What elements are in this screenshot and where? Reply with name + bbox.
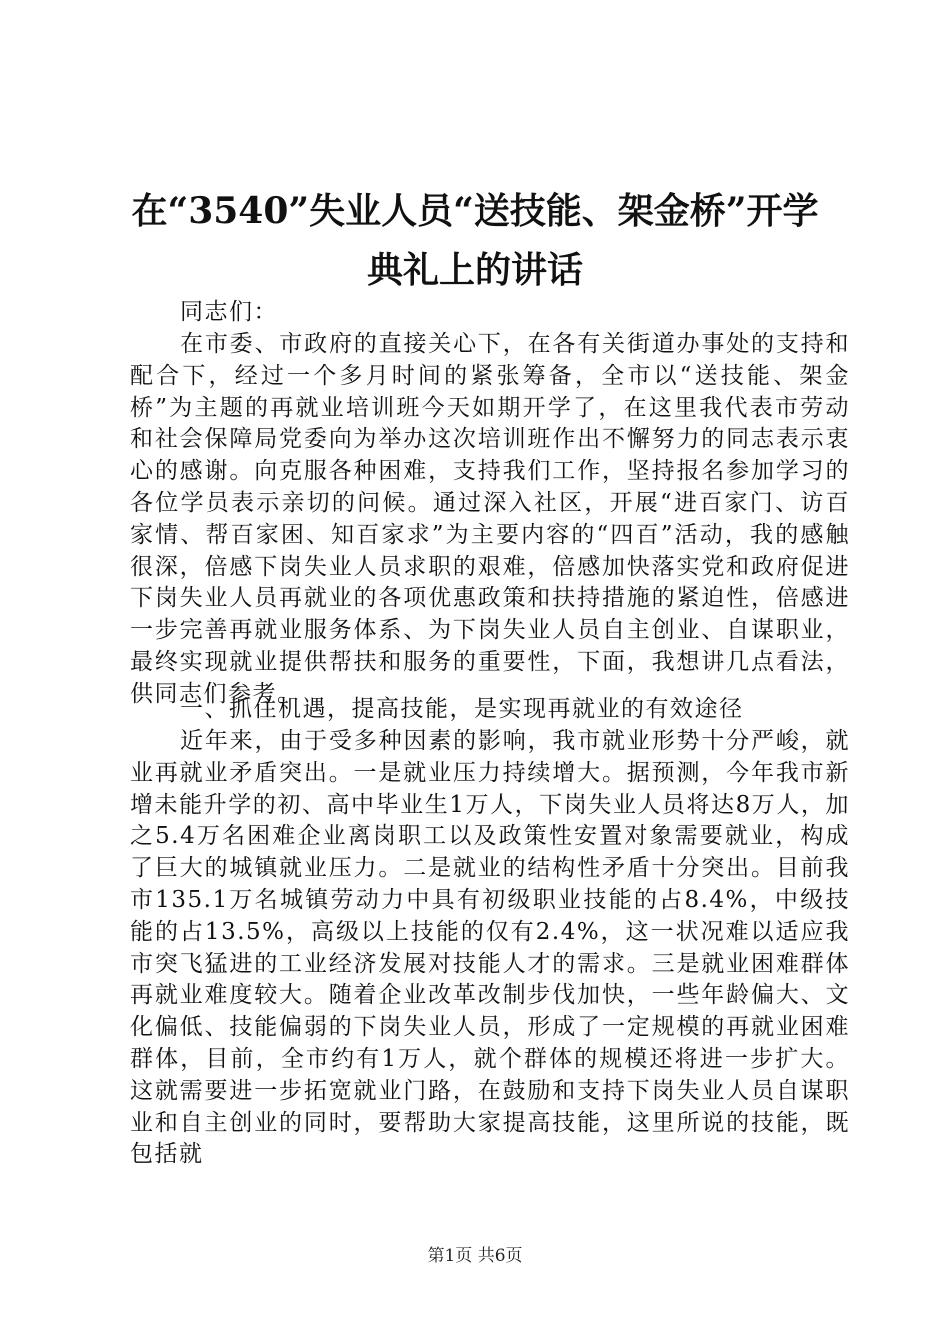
paragraph-2: 近年来，由于受多种因素的影响，我市就业形势十分严峻，就业再就业矛盾突出。一是就业压力持续增大。据预测，今年我市新增未能升学的初、高中毕业生1万人，下岗失业人员将达8万人，加之5.4万名困难企业离岗职工以及政策性安置对象需要就业，构成了巨大的城镇就业压力。二是就业的结构性矛盾十分突出。目前我市135.1万名城镇劳动力中具有初级职业技能的占8.4%，中级技能的占13.5%，高级以上技能的仅有2.4%，这一状况难以适应我市突飞猛进的工业经济发展对技能人才的需求。三是就业困难群体再就业难度较大。随着企业改革改制步伐加快，一些年龄偏大、文化偏低、技能偏弱的下岗失业人员，形成了一定规模的再就业困难群体，目前，全市约有1万人，就个群体的规模还将进一步扩大。这就需要进一步拓宽就业门路，在鼓励和支持下岗失业人员自谋职业和自主创业的同时，要帮助大家提高技能，这里所说的技能，既包括就 bbox=[130, 728, 850, 1168]
document-title-line-2: 典礼上的讲话 bbox=[366, 249, 583, 291]
page-footer: 第1页 共6页 bbox=[427, 1246, 523, 1266]
document-title-line-1: 在“3540”失业人员“送技能、架金桥”开学 bbox=[131, 190, 819, 232]
greeting: 同志们： bbox=[180, 299, 278, 325]
section-heading-1: 一、抓住机遇，提高技能，是实现再就业的有效途径 bbox=[180, 696, 744, 722]
paragraph-1: 在市委、市政府的直接关心下，在各有关街道办事处的支持和配合下，经过一个多月时间的紧张筹备，全市以“送技能、架金桥”为主题的再就业培训班今天如期开学了，在这里我代表市劳动和社会保障局党委向为举办这次培训班作出不懈努力的同志表示衷心的感谢。向克服各种困难，支持我们工作，坚持报名参加学习的各位学员表示亲切的问候。通过深入社区，开展“进百家门、访百家情、帮百家困、知百家求”为主要内容的“四百”活动，我的感触很深，倍感下岗失业人员求职的艰难，倍感加快落实党和政府促进下岗失业人员再就业的各项优惠政策和扶持措施的紧迫性，倍感进一步完善再就业服务体系、为下岗失业人员自主创业、自谋职业，最终实现就业提供帮扶和服务的重要性，下面，我想讲几点看法，供同志们参考。 bbox=[130, 331, 850, 707]
